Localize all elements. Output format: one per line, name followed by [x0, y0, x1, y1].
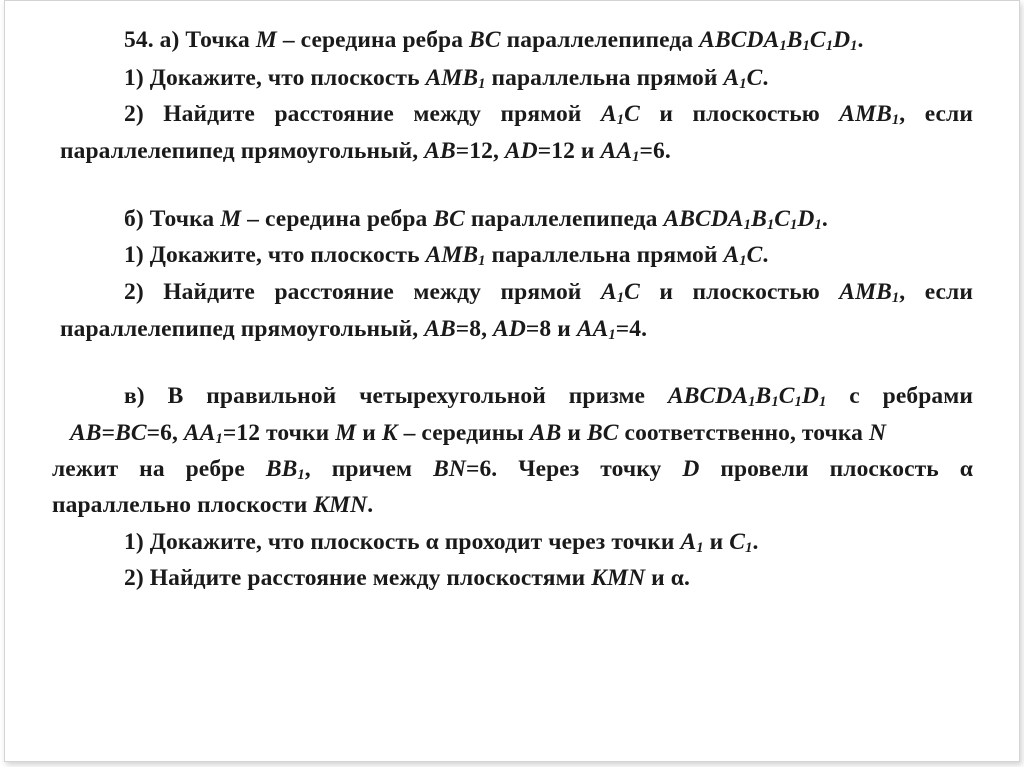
part-a-condition: параллелепипед прямоугольный, AB=12, AD=12 и $AA_1=6$. [60, 138, 671, 166]
part-c-intro-line: в) В правильной четырехугольной призме $ABCDA_1B_1C_1D_1$ с ребрами [124, 383, 973, 411]
part-c-line-2: AB=BC=6, $AA_1=12$ точки M и K – середины AB и BC соответственно, точка N [70, 420, 887, 448]
part-b-intro-line: б) Точка M – середина ребра BC параллелепипеда $ABCDA_1B_1C_1D_1$. [124, 206, 828, 234]
part-a-question-1: 1) Докажите, что плоскость $AMB_1$ параллельна прямой $A_1C$. [124, 65, 769, 93]
part-c-line-4: параллельно плоскости KMN. [52, 492, 374, 518]
part-b-question-1: 1) Докажите, что плоскость $AMB_1$ параллельна прямой $A_1C$. [124, 242, 769, 270]
part-a-intro-line: 54. а) Точка M – середина ребра BC параллелепипеда $ABCDA_1B_1C_1D_1$. [124, 27, 864, 55]
part-b-question-2: 2) Найдите расстояние между прямой $A_1C$ и плоскостью $AMB_1$, если [124, 279, 973, 307]
part-c-question-2: 2) Найдите расстояние между плоскостями KMN и α. [124, 565, 690, 591]
problem-number: 54. [124, 27, 154, 53]
part-c-line-3: лежит на ребре $BB_1$, причем BN=6. Через точку D провели плоскость α [52, 456, 973, 484]
solid-name: $ABCDA_1B_1C_1D_1$ [699, 27, 858, 55]
part-c-question-1: 1) Докажите, что плоскость α проходит через точки $A_1$ и $C_1$. [124, 529, 759, 557]
part-b-condition: параллелепипед прямоугольный, AB=8, AD=8 и $AA_1=4$. [60, 316, 648, 344]
part-a-question-2: 2) Найдите расстояние между прямой $A_1C$ и плоскостью $AMB_1$, если [124, 101, 973, 129]
